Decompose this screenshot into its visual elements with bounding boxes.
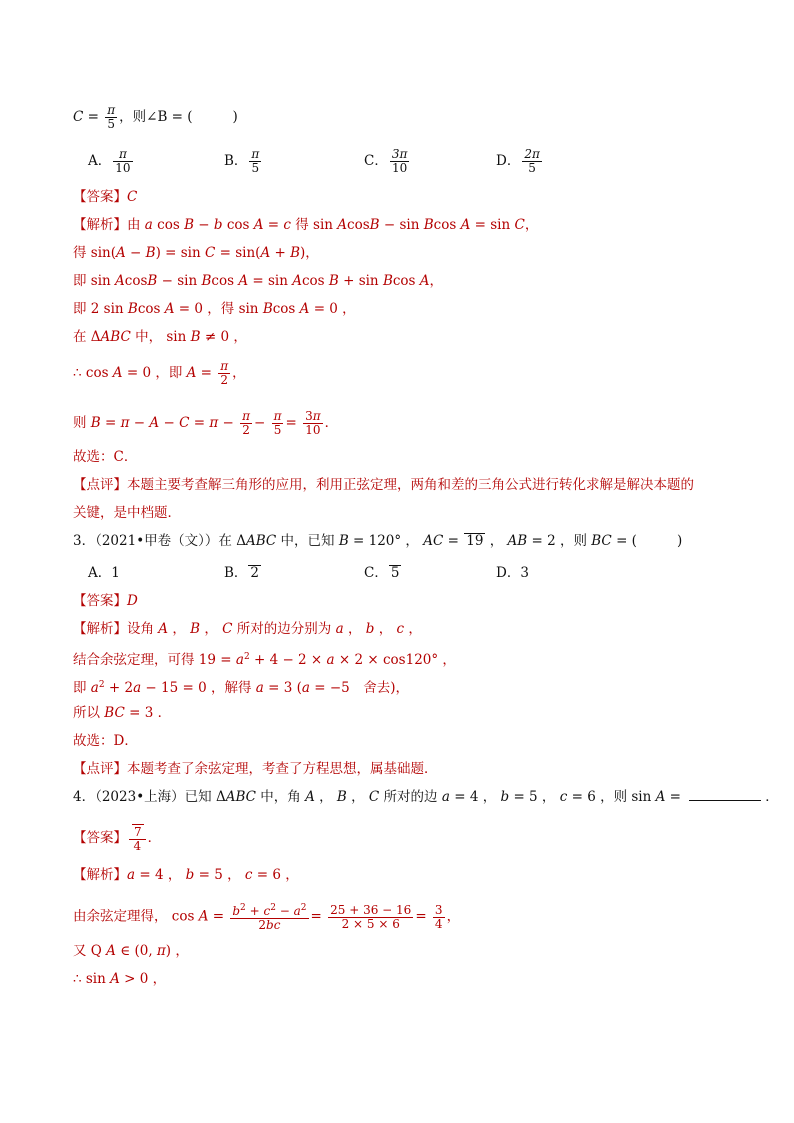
q3-choose: 故选：D． bbox=[73, 733, 138, 749]
q4-analysis-line-2: 由余弦定理得， cos A = $\frac{b^2 + c^2 - a^2}{2bc}$ = $\frac{25 + 36 - 16}{2 \times 5 \times 6}$ = $\frac{3}{4}$ ， bbox=[73, 902, 461, 932]
q3-answer: D bbox=[127, 593, 138, 609]
q2-option-a[interactable]: A． $\frac{\pi}{10}$ bbox=[88, 147, 131, 175]
q2-analysis-line-1: 【解析】由 a cos B − b cos A = c 得 sin AcosB − sin Bcos A = sin C， bbox=[73, 217, 539, 233]
q4-analysis-line-4: ∴ sin A > 0 ， bbox=[73, 971, 167, 987]
q2-answer-line bbox=[73, 188, 137, 206]
q2-stem-end: ，则∠B = ( bbox=[119, 109, 193, 125]
q4-stem: 4．（2023•上海）已知 ΔABC 中，角 A ， B ， C 所对的边 a = 4 ， b = 5 ， c = 6 ，则 sin A = ． bbox=[73, 789, 779, 805]
q3-option-a[interactable]: A．1 bbox=[88, 565, 120, 581]
q2-choose: 故选：C． bbox=[73, 449, 138, 465]
q2-option-d[interactable]: D． $\frac{2\pi}{5}$ bbox=[496, 147, 540, 175]
q2-option-c[interactable]: C． $\frac{3\pi}{10}$ bbox=[364, 147, 408, 175]
q3-analysis-line-2: 结合余弦定理，可得 $19 = a^2 + 4 - 2 \times a \times 2 \times \cos 120^\circ$ ， bbox=[73, 652, 456, 668]
q2-analysis-line-5: 在 ΔABC 中， sin B ≠ 0 ， bbox=[73, 329, 247, 345]
q2-options bbox=[88, 148, 588, 180]
q3-option-d[interactable]: D．3 bbox=[496, 565, 529, 581]
q2-analysis-line-6: ∴ cos A = 0 ，即 A = $\frac{\pi}{2}$ ， bbox=[73, 359, 246, 387]
q2-analysis-line-3: 即 sin AcosB − sin Bcos A = sin Acos B + sin Bcos A， bbox=[73, 273, 444, 289]
q3-analysis-line-4: 所以 BC = 3 ． bbox=[73, 705, 172, 721]
q3-option-b[interactable]: B． 2 bbox=[224, 565, 260, 581]
q2-stem-line: C = $\frac{\pi}{5}$ ，则∠B = ( ) bbox=[73, 103, 238, 131]
q3-answer-line: 【答案】D bbox=[73, 593, 138, 609]
q3-analysis-line-3: 即 $a^2 + 2a - 15 = 0$ ，解得 a = 3 (a = −5 舍去)， bbox=[73, 680, 410, 696]
q3-stem: 3．（2021•甲卷（文））在 ΔABC 中，已知 B = 120° ， AC = 19 ， AB = 2 ，则 BC = ( ) bbox=[73, 533, 683, 549]
q2-answer: C bbox=[127, 189, 138, 205]
answer-tag: 【答案】 bbox=[73, 189, 127, 205]
q4-answer-blank[interactable] bbox=[689, 788, 761, 801]
q2-analysis-line-4: 即 2 sin Bcos A = 0 ，得 sin Bcos A = 0 ， bbox=[73, 301, 356, 317]
q4-answer-line: 【答案】 $\frac{7}{4}$ ． bbox=[73, 825, 162, 853]
q3-option-c[interactable]: C． 5 bbox=[364, 565, 400, 581]
q2-comment-line-1: 【点评】本题主要考查解三角形的应用，利用正弦定理，两角和差的三角公式进行转化求解是解决本题的 bbox=[73, 477, 694, 493]
q2-comment-line-2: 关键，是中档题． bbox=[73, 505, 181, 521]
q4-analysis-line-1: 【解析】a = 4 ， b = 5 ， c = 6 ， bbox=[73, 867, 299, 883]
q3-comment-line: 【点评】本题考查了余弦定理，考查了方程思想，属基础题． bbox=[73, 761, 438, 777]
q2-analysis-line-2: 得 sin(A − B) = sin C = sin(A + B)， bbox=[73, 245, 319, 261]
q4-analysis-line-3: 又 Q A ∈ (0, π) ， bbox=[73, 943, 189, 959]
q3-analysis-line-1: 【解析】设角 A ， B ， C 所对的边分别为 a ， b ， c ， bbox=[73, 621, 422, 637]
q3-options bbox=[88, 564, 588, 584]
q2-option-b[interactable]: B． $\frac{\pi}{5}$ bbox=[224, 147, 260, 175]
q2-analysis-line-7: 则 B = π − A − C = π − $\frac{\pi}{2}$ − $\frac{\pi}{5}$ = $\frac{3\pi}{10}$ ． bbox=[73, 409, 339, 437]
